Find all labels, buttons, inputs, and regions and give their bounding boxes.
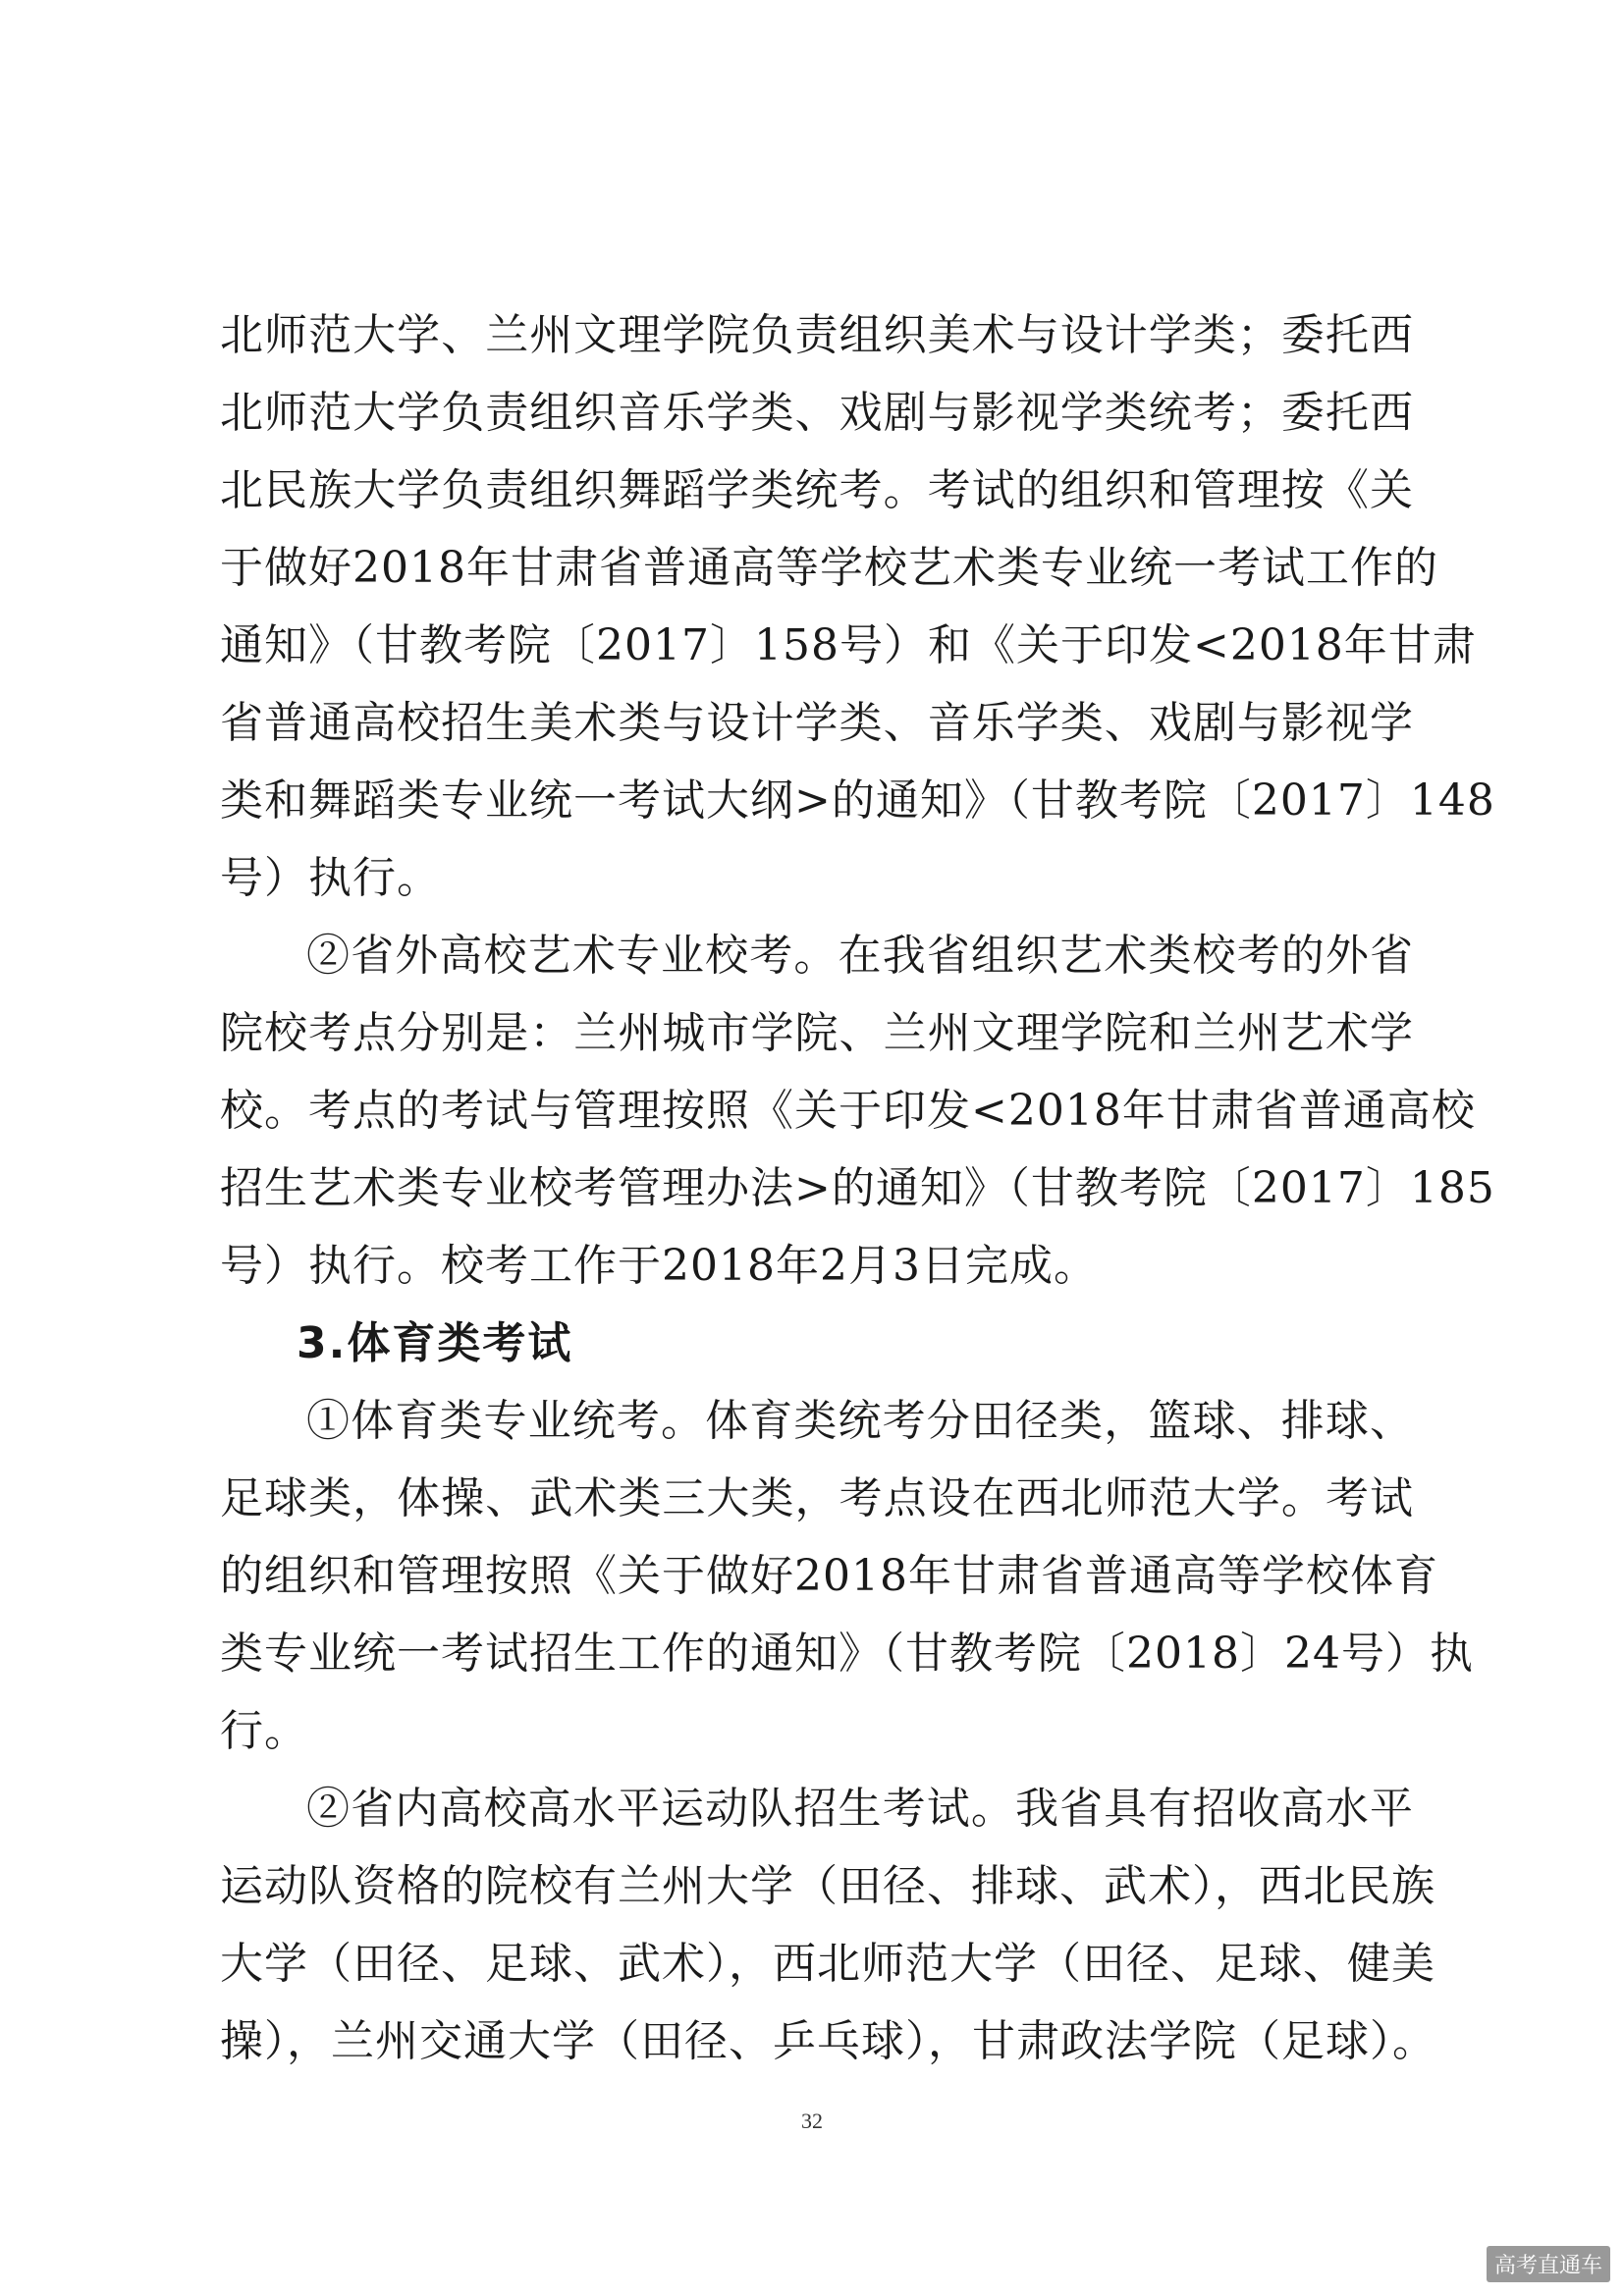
watermark-label: 高考直通车 bbox=[1487, 2246, 1610, 2282]
document-body bbox=[220, 296, 1495, 2080]
text-line: 于做好2018年甘肃省普通高等学校艺术类专业统一考试工作的 bbox=[220, 543, 1438, 593]
text-line: 北师范大学负责组织音乐学类、戏剧与影视学类统考；委托西 bbox=[220, 388, 1414, 438]
text-line: ①体育类专业统考。体育类统考分田径类，篮球、排球、 bbox=[306, 1396, 1414, 1446]
page-number: 32 bbox=[801, 2109, 823, 2133]
text-line: 院校考点分别是：兰州城市学院、兰州文理学院和兰州艺术学 bbox=[220, 1008, 1414, 1058]
text-line: 省普通高校招生美术类与设计学类、音乐学类、戏剧与影视学 bbox=[220, 698, 1414, 748]
text-line: ②省内高校高水平运动队招生考试。我省具有招收高水平 bbox=[306, 1784, 1414, 1834]
text-line: 运动队资格的院校有兰州大学（田径、排球、武术），西北民族 bbox=[220, 1861, 1435, 1911]
text-line: 北师范大学、兰州文理学院负责组织美术与设计学类；委托西 bbox=[220, 310, 1414, 360]
text-line: 招生艺术类专业校考管理办法>的通知》（甘教考院〔2017〕185 bbox=[220, 1163, 1495, 1213]
text-line: ②省外高校艺术专业校考。在我省组织艺术类校考的外省 bbox=[306, 931, 1414, 981]
text-line: 校。考点的考试与管理按照《关于印发<2018年甘肃省普通高校 bbox=[220, 1086, 1476, 1136]
text-line: 行。 bbox=[220, 1706, 308, 1756]
section-heading: 3.体育类考试 bbox=[297, 1318, 573, 1368]
text-line: 类专业统一考试招生工作的通知》（甘教考院〔2018〕24号）执 bbox=[220, 1629, 1474, 1679]
text-line: 足球类，体操、武术类三大类，考点设在西北师范大学。考试 bbox=[220, 1473, 1414, 1523]
text-line: 类和舞蹈类专业统一考试大纲>的通知》（甘教考院〔2017〕148 bbox=[220, 775, 1495, 826]
text-line: 号）执行。 bbox=[220, 853, 441, 903]
text-line: 号）执行。校考工作于2018年2月3日完成。 bbox=[220, 1241, 1098, 1291]
text-line: 的组织和管理按照《关于做好2018年甘肃省普通高等学校体育 bbox=[220, 1551, 1438, 1601]
text-line: 操），兰州交通大学（田径、乒乓球），甘肃政法学院（足球）。 bbox=[220, 2016, 1436, 2066]
text-line: 通知》（甘教考院〔2017〕158号）和《关于印发<2018年甘肃 bbox=[220, 620, 1477, 670]
text-line: 大学（田径、足球、武术），西北师范大学（田径、足球、健美 bbox=[220, 1939, 1435, 1989]
text-line: 北民族大学负责组织舞蹈学类统考。考试的组织和管理按《关 bbox=[220, 465, 1414, 515]
